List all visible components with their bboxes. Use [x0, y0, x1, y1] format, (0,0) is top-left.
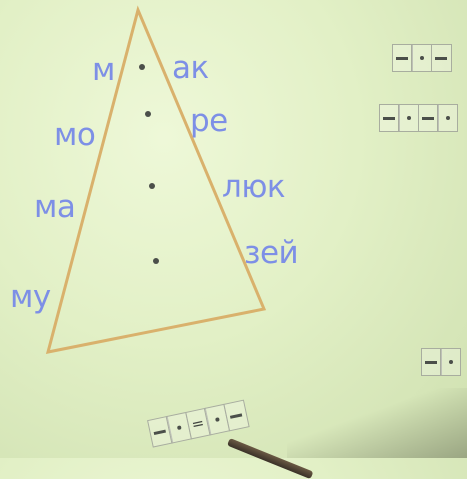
- scheme-lower-right: [422, 348, 461, 376]
- board-edge-shadow: [287, 388, 467, 458]
- dot-2: [145, 111, 151, 117]
- syllable-left-2: мо: [54, 117, 96, 153]
- dot-cell: [411, 44, 432, 72]
- syllable-left-3: ма: [34, 189, 76, 225]
- dash-cell: [379, 104, 400, 132]
- dot-cell: [398, 104, 419, 132]
- dash-cell: [431, 44, 452, 72]
- dash-cell: [392, 44, 413, 72]
- dash-cell: [421, 348, 442, 376]
- ending-right-4: зей: [244, 235, 299, 271]
- dash-cell: [418, 104, 439, 132]
- equals-cell: =: [185, 408, 211, 440]
- ending-right-3: люк: [222, 169, 286, 205]
- scheme-top-right: [393, 44, 452, 72]
- scheme-mid-right: [380, 104, 458, 132]
- syllable-left-1: м: [92, 52, 115, 88]
- ending-right-2: ре: [190, 103, 228, 139]
- dot-4: [153, 258, 159, 264]
- dot-cell: [440, 348, 461, 376]
- dot-1: [139, 64, 145, 70]
- ending-right-1: ак: [172, 50, 209, 86]
- dot-cell: [437, 104, 458, 132]
- syllable-left-4: му: [10, 279, 51, 315]
- dot-3: [149, 183, 155, 189]
